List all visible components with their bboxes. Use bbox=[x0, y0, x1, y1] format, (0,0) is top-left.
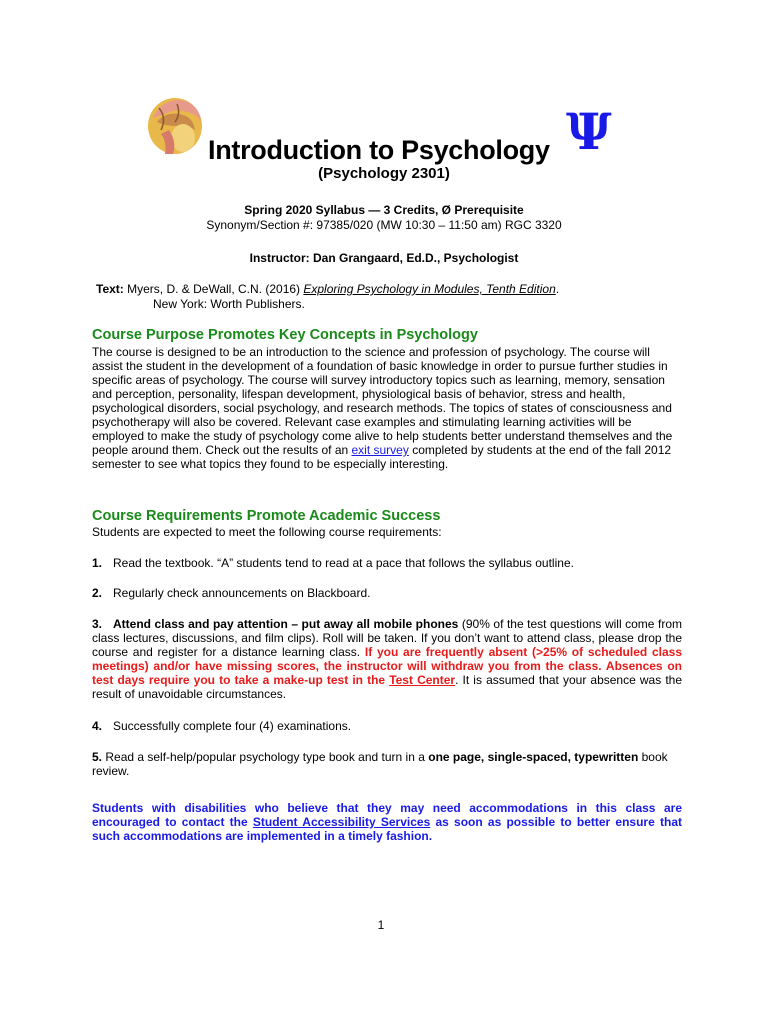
item-text: Read the textbook. “A” students tend to read at a pace that follows the syllabus outline. bbox=[113, 556, 574, 570]
item-bold-text: one page, single-spaced, typewritten bbox=[428, 750, 639, 764]
item-text: Read a self-help/popular psychology type book and turn in a bbox=[102, 750, 429, 764]
disability-text: Students with disabilities who believe that they may need accommodations in this class are encouraged to contact the bbox=[92, 801, 682, 829]
item-number: 2. bbox=[92, 586, 103, 600]
textbook-period: . bbox=[555, 282, 560, 296]
requirements-intro: Students are expected to meet the following course requirements: bbox=[92, 525, 442, 539]
requirement-item-2 bbox=[92, 586, 682, 600]
purpose-text-end: completed by students at the end of the fall 2012 semester to see what topics they found to be especially interesting. bbox=[92, 443, 672, 471]
brain-anatomy-illustration bbox=[147, 96, 205, 158]
item-text-end: book review. bbox=[92, 750, 668, 778]
item-text: Regularly check announcements on Blackboard. bbox=[113, 586, 371, 600]
disability-notice bbox=[92, 801, 682, 843]
purpose-heading: Course Purpose Promotes Key Concepts in Psychology bbox=[92, 327, 478, 343]
textbook-title: Exploring Psychology in Modules, Tenth Edition bbox=[303, 282, 556, 296]
requirements-heading: Course Requirements Promote Academic Success bbox=[92, 508, 441, 524]
textbook-publisher: New York: Worth Publishers. bbox=[153, 297, 305, 311]
disability-text-end: as soon as possible to better ensure that such accommodations are implemented in a timely fashion. bbox=[92, 815, 682, 843]
item-number: 1. bbox=[92, 556, 103, 570]
psi-symbol-icon: Ψ bbox=[566, 102, 612, 161]
item-text: (90% of the test questions will come from class lectures, discussions, and film clips). Roll will be taken. If you don’t want to attend class, please drop the course and register for a distance learning class. bbox=[92, 617, 683, 659]
item-number: 5. bbox=[92, 750, 103, 764]
test-center-link[interactable]: Test Center bbox=[389, 673, 456, 687]
instructor-line: Instructor: Dan Grangaard, Ed.D., Psychologist bbox=[249, 251, 519, 265]
item-number: 4. bbox=[92, 719, 103, 733]
requirement-item-5 bbox=[92, 750, 682, 778]
textbook-authors: Myers, D. & DeWall, C.N. (2016) bbox=[123, 282, 304, 296]
item-text: Successfully complete four (4) examinations. bbox=[113, 719, 352, 733]
exit-survey-link[interactable]: exit survey bbox=[351, 443, 409, 457]
textbook-label: Text: bbox=[96, 282, 124, 296]
purpose-body bbox=[92, 345, 682, 471]
textbook-info bbox=[96, 282, 686, 296]
requirement-item-1 bbox=[92, 556, 682, 570]
item-bold-text: Attend class and pay attention – put away all mobile phones bbox=[113, 617, 459, 631]
section-line: Synonym/Section #: 97385/020 (MW 10:30 – 11:50 am) RGC 3320 bbox=[206, 218, 562, 232]
absence-warning: If you are frequently absent (>25% of scheduled class meetings) and/or have missing scores, the instructor will withdraw you from the class. Absences on test days require you to take a make-up test in the bbox=[92, 645, 683, 687]
item-text-end: . It is assumed that your absence was the result of unavoidable circumstances. bbox=[92, 673, 683, 701]
course-code: (Psychology 2301) bbox=[318, 165, 450, 182]
item-number: 3. bbox=[92, 617, 103, 631]
student-accessibility-services-link[interactable]: Student Accessibility Services bbox=[252, 815, 431, 829]
requirement-item-3 bbox=[92, 617, 682, 701]
page-number: 1 bbox=[377, 918, 385, 932]
syllabus-line: Spring 2020 Syllabus — 3 Credits, Ø Prerequisite bbox=[244, 203, 524, 217]
course-title: Introduction to Psychology bbox=[208, 135, 550, 165]
requirement-item-4 bbox=[92, 719, 682, 733]
purpose-text: The course is designed to be an introduction to the science and profession of psychology. The course will assist the student in the development of a foundation of basic knowledge in order to pursue further studies in specific areas of psychology. The course will survey introductory topics such as learning, memory, sensation and perception, personality, lifespan development, physiological basis of behavior, stress and health, psychological disorders, social psychology, and research methods. The topics of states of consciousness and psychotherapy will also be covered. Relevant case examples and stimulating learning activities will be employed to make the study of psychology come alive to help students better understand themselves and the people around them. Check out the results of an bbox=[92, 345, 673, 457]
